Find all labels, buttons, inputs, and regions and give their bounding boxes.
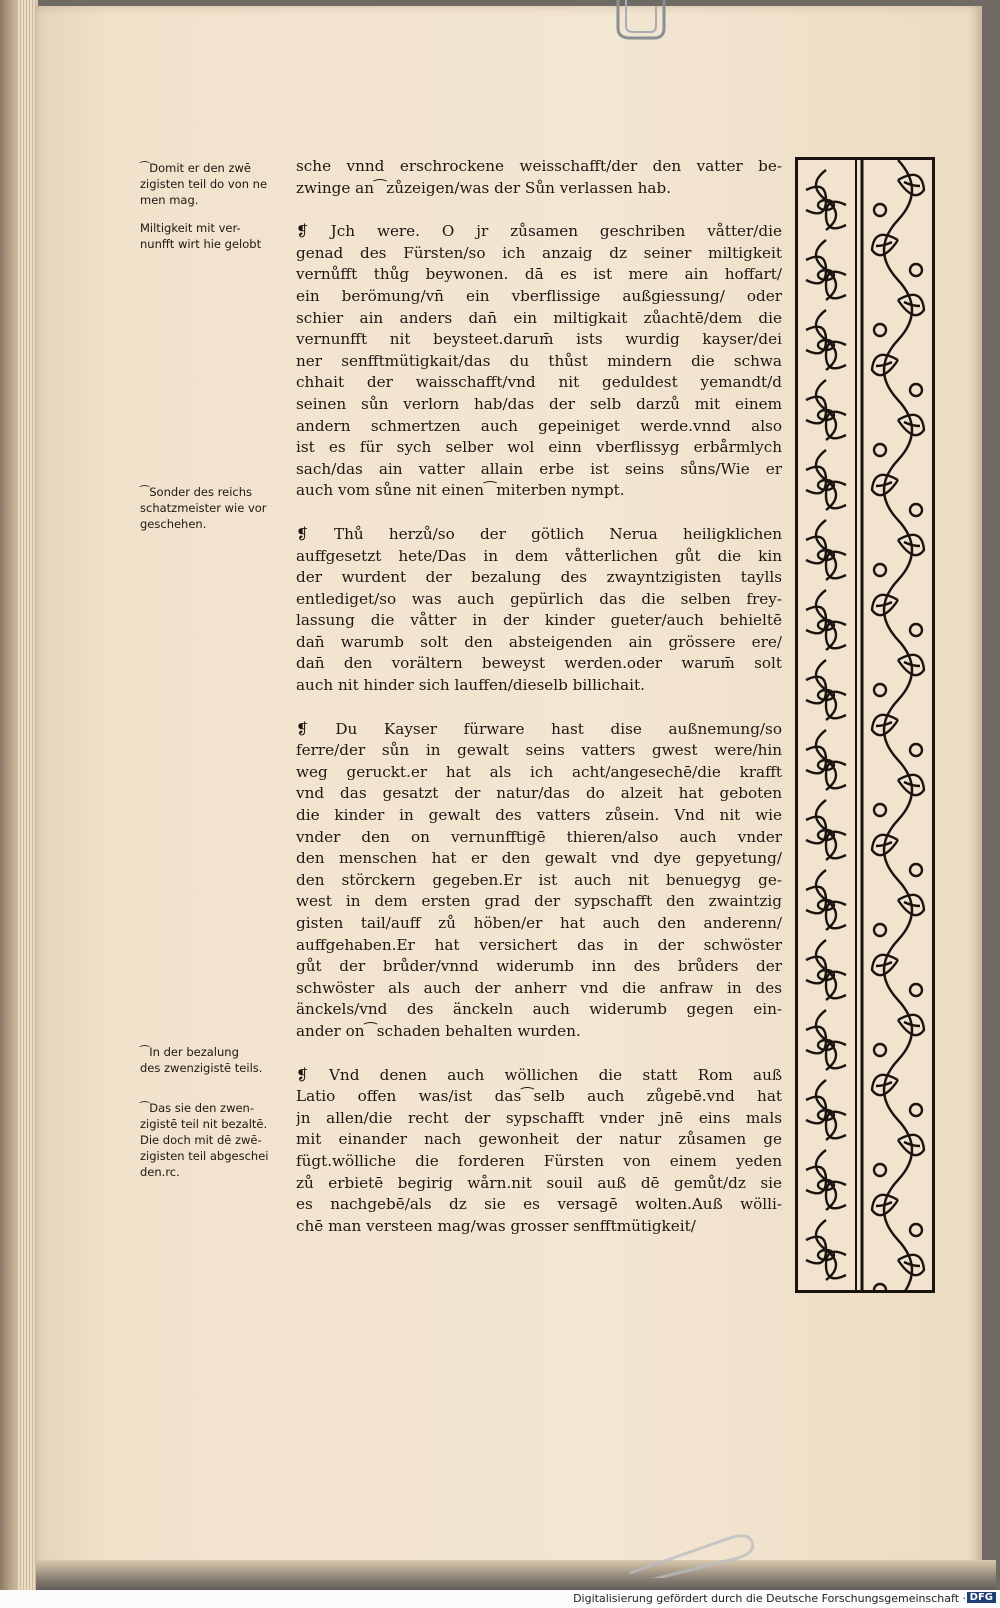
text-line: ❡ Thů herzů/so der götlich Nerua heiligklichen (296, 524, 782, 543)
text-line: es nachgebē/als dz sie es versagē wolten.Auß wölli- (296, 1195, 782, 1214)
text-paragraph (296, 221, 782, 502)
margin-note-line: nunfft wirt hie gelobt (140, 237, 262, 251)
woodcut-border-panel (795, 157, 935, 1293)
margin-note (140, 160, 290, 208)
margin-note (140, 1100, 290, 1180)
text-line: auffgesetzt hete/Das in dem våtterlichen gůt die kin (296, 546, 782, 565)
margin-note-line: Miltigkeit mit ver- (140, 221, 241, 235)
text-line: auch nit hinder sich lauffen/dieselb billichait. (296, 676, 645, 695)
text-line: schwöster als auch der anherr vnd die anfraw in des (296, 978, 782, 997)
text-line: chhait der waisschafft/vnd nit geduldest yemandt/d (296, 373, 782, 392)
text-line: gisten tail/auff zů höben/er hat auch den anderenn/ (296, 914, 782, 932)
text-line: ❡ Vnd denen auch wöllichen die statt Rom auß (296, 1065, 782, 1084)
text-line: vnder den on vernunfftigē thieren/also auch vnder (296, 827, 782, 846)
text-line: zů erbietē begirig wårn.nit souil auß dē gemůt/dz sie (296, 1173, 782, 1192)
margin-note-line: Die doch mit dē zwē- (140, 1133, 262, 1147)
floral-ornament-icon (798, 160, 932, 1290)
text-line: west in dem ersten grad der sypschafft den zwaintzig (296, 892, 782, 911)
text-paragraph (296, 719, 782, 1043)
text-line: jn allen/die recht der sypschafft vnder jnē eins mals (296, 1108, 782, 1127)
margin-note (140, 220, 290, 252)
margin-note-line: ⁀Sonder des reichs (140, 485, 252, 499)
text-line: schier ain anders dan̄ ein miltigkait zůachtē/dem die (296, 308, 782, 327)
text-line: ❡ Du Kayser fürware hast dise außnemung/so (296, 719, 782, 738)
page-edges (18, 0, 38, 1590)
text-line: zwinge an⁀zůzeigen/was der Sůn verlassen hab. (296, 178, 672, 197)
margin-note-line: zigisten teil abgeschei (140, 1149, 269, 1163)
text-line: andern schmertzen auch gepeiniget werde.vnnd also (296, 416, 782, 435)
margin-note-line: men mag. (140, 193, 199, 207)
text-line: ein berömung/vn̄ ein vberflissige außgiessung/ oder (296, 286, 782, 305)
margin-note-line: zigisten teil do von ne (140, 177, 268, 191)
text-line: sach/das ain vatter allain erbe ist seins sůns/Wie er (296, 459, 782, 478)
text-line: der wurdent der bezalung des zwayntzigisten taylls (296, 568, 782, 587)
text-paragraph (296, 1065, 782, 1238)
margin-note (140, 1044, 290, 1076)
text-line: ist es für sych selber wol einn vberflissyg erbårmlych (296, 438, 782, 457)
text-line: die kinder in gewalt des vatters zůsein. Vnd nit wie (296, 806, 782, 825)
margin-note-line: zigistē teil nit bezaltē. (140, 1117, 268, 1131)
text-line: seinen sůn verlorn hab/das der selb darzů mit einem (296, 394, 782, 413)
text-line: dan̄ den vorältern beweyst werden.oder warum̄ solt (296, 654, 782, 673)
margin-note-line: den.rc. (140, 1165, 180, 1179)
text-line: chē man versteen mag/was grosser senfftmütigkeit/ (296, 1216, 696, 1235)
text-line: änckels/vnd des änckeln auch widerumb gegen ein- (296, 1000, 782, 1019)
margin-note-line: schatzmeister wie vor (140, 501, 267, 515)
text-line: lassung die våtter in der kinder gueter/auch behieltē (296, 611, 782, 630)
margin-note-line: ⁀Domit er den zwē (140, 161, 251, 175)
footer-bar (0, 1590, 1000, 1608)
text-line: ❡ Jch were. O jr zůsamen geschriben våtter/die (296, 222, 782, 241)
text-line: fügt.wölliche die forderen Fürsten von einem yeden (296, 1151, 782, 1170)
text-line: Latio offen was/ist das⁀selb auch zůgebē.vnd hat (296, 1087, 782, 1106)
paper-clip-bottom-icon (620, 1528, 760, 1578)
main-text-column (296, 156, 782, 1259)
margin-note-line: ⁀In der bezalung (140, 1045, 239, 1059)
text-line: genad des Fürsten/so ich anzaig dz seiner miltigkeit (296, 243, 782, 262)
text-line: ner senfftmütigkait/das du thůst mindern die schwa (296, 351, 782, 370)
text-line: gůt der brůder/vnnd widerumb inn des brůders der (296, 957, 782, 976)
margin-note-line: geschehen. (140, 517, 207, 531)
text-line: entlediget/so was auch gepürlich das die selben frey- (296, 589, 782, 608)
text-line: den störckern gegeben.Er ist auch nit benuegyg ge- (296, 870, 782, 889)
text-paragraph (296, 156, 782, 199)
text-paragraph (296, 524, 782, 697)
text-line: auffgehaben.Er hat versichert das in der schwöster (296, 935, 782, 954)
text-line: ander on⁀schaden behalten wurden. (296, 1021, 581, 1040)
text-line: sche vnnd erschrockene weisschafft/der den vatter be- (296, 157, 782, 175)
page-bottom-edge (36, 1560, 996, 1590)
margin-note-line: des zwenzigistē teils. (140, 1061, 263, 1075)
text-line: vernunfft nit beysteet.darum̄ ists wurdig kayser/dei (296, 330, 782, 349)
text-line: dan̄ warumb solt den absteigenden ain grössere ere/ (296, 632, 782, 651)
footer-credit: Digitalisierung gefördert durch die Deutsche Forschungsgemeinschaft · (573, 1592, 966, 1605)
text-line: vnd das gesatzt der natur/das do alzeit hat geboten (296, 784, 782, 803)
margin-note (140, 484, 290, 532)
text-line: vernůfft thůg beywonen. dā es ist mere ain hoffart/ (296, 265, 782, 284)
paper-clip-top-icon (610, 0, 670, 40)
text-line: auch vom sůne nit einen⁀miterben nympt. (296, 481, 625, 500)
margin-note-line: ⁀Das sie den zwen- (140, 1101, 254, 1115)
dfg-logo: DFG (967, 1592, 996, 1603)
text-line: mit einander nach gewonheit der natur zůsamen ge (296, 1130, 782, 1149)
text-line: den menschen hat er den gewalt vnd dye gepyetung/ (296, 849, 782, 868)
text-line: weg geruckt.er hat als ich acht/angesechē/die krafft (296, 762, 782, 781)
text-line: ferre/der sůn in gewalt seins vatters gwest were/hin (296, 741, 782, 760)
